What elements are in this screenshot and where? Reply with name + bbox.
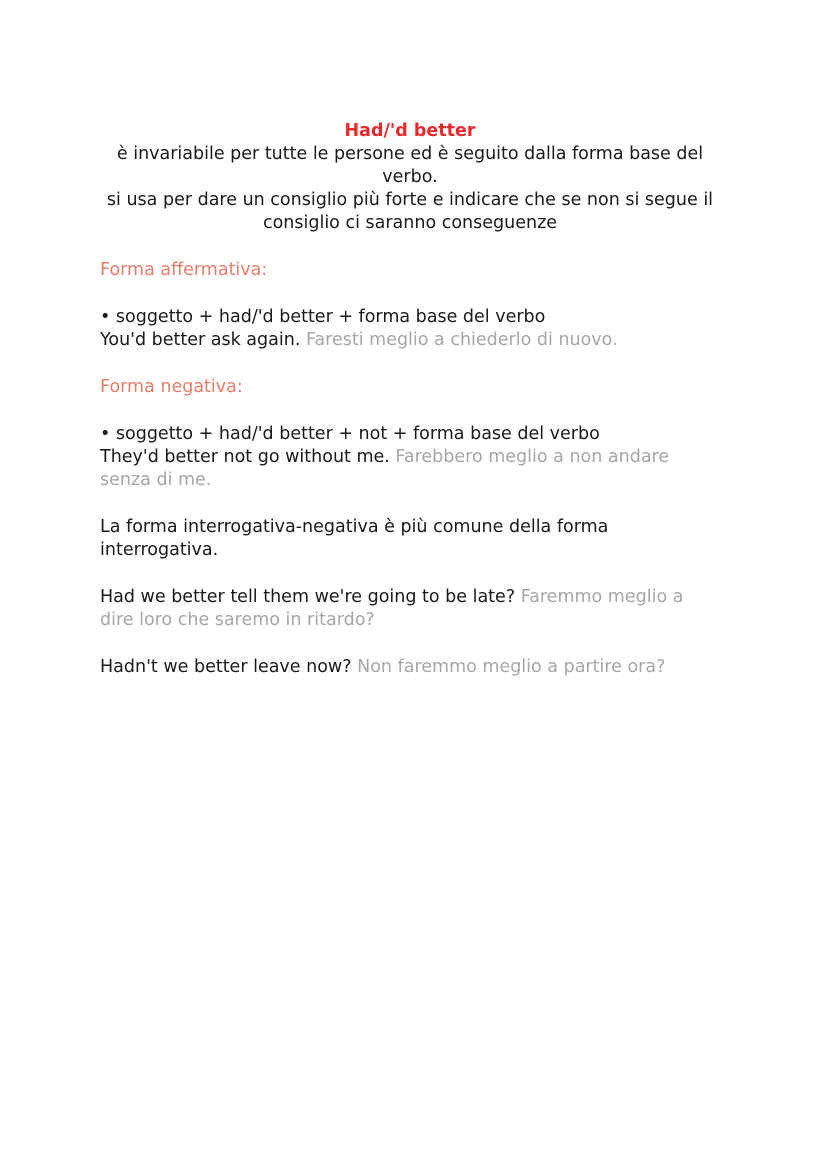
- intro-usage: si usa per dare un consiglio più forte e indicare che se non si segue il consiglio ci saranno conseguenze: [106, 190, 714, 233]
- affirmative-example-italian: Faresti meglio a chiederlo di nuovo.: [305, 330, 618, 350]
- interrogative-example-2-italian: Non faremmo meglio a partire ora?: [357, 657, 666, 677]
- negative-example-english: They'd better not go without me.: [100, 447, 390, 467]
- intro-block: [100, 120, 720, 235]
- negative-heading: Forma negativa:: [100, 377, 243, 397]
- interrogative-example-1: [100, 586, 720, 632]
- negative-block: [100, 423, 720, 492]
- affirmative-block: [100, 306, 720, 352]
- interrogative-example-1-italian: Faremmo meglio a dire loro che saremo in ritardo?: [100, 587, 684, 630]
- affirmative-heading: Forma affermativa:: [100, 260, 268, 280]
- interrogative-note: La forma interrogativa-negativa è più comune della forma interrogativa.: [100, 517, 609, 560]
- document-content: [100, 120, 720, 703]
- affirmative-rule: • soggetto + had/'d better + forma base del verbo: [100, 307, 546, 327]
- page-title: Had/'d better: [344, 121, 476, 141]
- negative-example-italian: Farebbero meglio a non andare senza di me.: [100, 447, 670, 490]
- intro-description: è invariabile per tutte le persone ed è seguito dalla forma base del verbo.: [116, 144, 704, 187]
- interrogative-example-2: [100, 656, 720, 679]
- negative-rule: • soggetto + had/'d better + not + forma base del verbo: [100, 424, 600, 444]
- affirmative-example-english: You'd better ask again.: [100, 330, 301, 350]
- interrogative-example-1-english: Had we better tell them we're going to be late?: [100, 587, 516, 607]
- interrogative-example-2-english: Hadn't we better leave now?: [100, 657, 352, 677]
